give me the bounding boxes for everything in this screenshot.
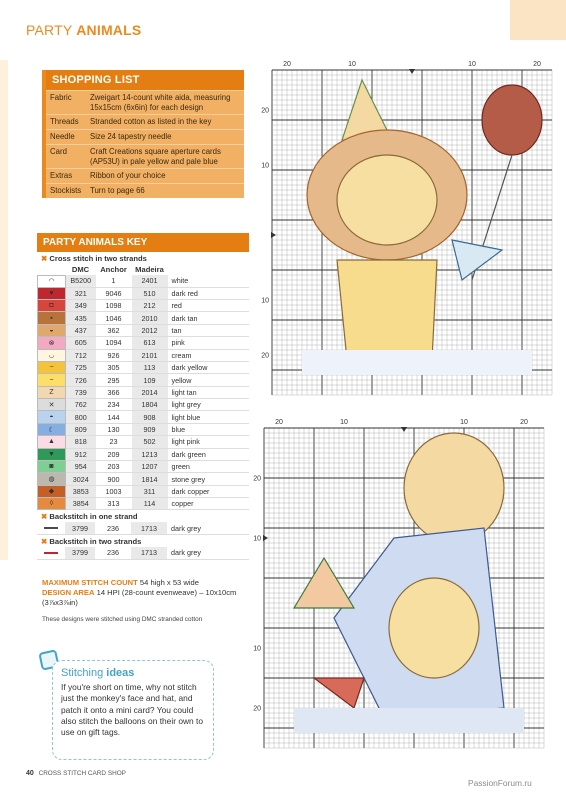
shopping-label: Threads: [46, 115, 86, 130]
key-name: dark tan: [168, 312, 250, 324]
shopping-label: Stockists: [46, 184, 86, 198]
key-row: [38, 337, 250, 349]
col-anchor: Anchor: [100, 265, 127, 274]
key-row: [38, 485, 250, 497]
key-row: [38, 361, 250, 373]
key-anchor: 366: [96, 386, 132, 398]
shopping-list-title: SHOPPING LIST: [46, 70, 244, 90]
key-section-back1: ✖ Backstitch in one strand: [41, 512, 138, 522]
stitch-stats: [42, 578, 252, 624]
header-prefix: PARTY: [26, 22, 73, 38]
key-dmc: 349: [66, 300, 96, 312]
shopping-list-table: [46, 90, 244, 198]
chart-axis-label: 10: [460, 419, 468, 426]
key-backstitch-row: [37, 522, 249, 534]
balloon: [482, 85, 542, 155]
shopping-list: [42, 70, 244, 198]
key-table: [37, 264, 249, 510]
key-section-back2: ✖ Backstitch in two strands: [41, 537, 142, 547]
chart-axis-label: 20: [253, 475, 261, 483]
shopping-value: Craft Creations square aperture cards (AP53U) in pale yellow and pale blue: [86, 144, 244, 168]
key-dmc: 762: [66, 399, 96, 411]
key-row: [38, 374, 250, 386]
key-madeira: 212: [132, 300, 168, 312]
key-dmc: 437: [66, 324, 96, 336]
shopping-label: Needle: [46, 130, 86, 145]
stats-note: These designs were stitched using DMC stranded cotton: [42, 615, 203, 623]
key-symbol: ◠: [38, 275, 66, 287]
key-dmc: 712: [66, 349, 96, 361]
key-name: yellow: [168, 374, 250, 386]
shopping-value: Stranded cotton as listed in the key: [86, 115, 244, 130]
key-madeira: 2010: [132, 312, 168, 324]
key-anchor: 236: [95, 522, 131, 534]
key-row: [38, 448, 250, 460]
key-name: white: [168, 275, 250, 287]
key-dmc: 800: [66, 411, 96, 423]
design-area-value: 14 HPI (28-count evenweave) – 10x10cm (3⅞x3⅞in): [42, 587, 237, 607]
key-anchor: 23: [96, 436, 132, 448]
col-dmc: DMC: [71, 265, 90, 274]
key-dmc: B5200: [66, 275, 96, 287]
key-symbol: −: [38, 374, 66, 386]
key-anchor: 203: [96, 460, 132, 472]
key-madeira: 1213: [132, 448, 168, 460]
shopping-list-row: [46, 184, 244, 198]
elephant-head: [389, 578, 479, 678]
shopping-list-row: [46, 115, 244, 130]
key-anchor: 1098: [96, 300, 132, 312]
key-name: light blue: [168, 411, 250, 423]
key-backstitch-row: [37, 547, 249, 559]
backstitch-line-icon: [37, 547, 65, 559]
chart-axis-label: 20: [253, 705, 261, 713]
chart-axis-label: 20: [533, 61, 541, 68]
shopping-label: Extras: [46, 169, 86, 184]
key-madeira: 1713: [131, 547, 167, 559]
lion-face: [337, 155, 437, 245]
key-symbol: ◍: [38, 473, 66, 485]
key-title: PARTY ANIMALS KEY: [37, 233, 249, 252]
side-strip: [0, 60, 8, 560]
shopping-value: Turn to page 66: [86, 184, 244, 198]
page-header: [26, 22, 141, 38]
key-name: dark yellow: [168, 361, 250, 373]
key-madeira: 2101: [132, 349, 168, 361]
key-anchor: 9046: [96, 287, 132, 299]
key-dmc: 435: [66, 312, 96, 324]
key-madeira: 1713: [131, 522, 167, 534]
key-symbol: ▲: [38, 436, 66, 448]
key-name: tan: [168, 324, 250, 336]
shopping-list-row: [46, 169, 244, 184]
header-title: ANIMALS: [76, 22, 142, 38]
key-anchor: 1094: [96, 337, 132, 349]
col-madeira: Madeira: [135, 265, 164, 274]
page-footer: [26, 770, 126, 777]
key-row: [38, 498, 250, 510]
key-anchor: 1046: [96, 312, 132, 324]
key-row: [38, 423, 250, 435]
key-name: dark green: [168, 448, 250, 460]
key-symbol: ◒: [38, 324, 66, 336]
key-anchor: 130: [96, 423, 132, 435]
key-row: [38, 473, 250, 485]
key-madeira: 311: [132, 485, 168, 497]
shopping-list-row: [46, 91, 244, 115]
max-stitch-value: 54 high x 53 wide: [139, 578, 199, 587]
key-symbol: ◙: [38, 460, 66, 472]
key-madeira: 1814: [132, 473, 168, 485]
key-name: dark red: [168, 287, 250, 299]
chart-lion: [262, 58, 552, 398]
elephant-ear: [404, 433, 504, 543]
key-row: [38, 275, 250, 287]
key-name: dark grey: [167, 522, 249, 534]
footer-text: CROSS STITCH CARD SHOP: [38, 770, 126, 777]
key-row: [38, 324, 250, 336]
key-symbol: ☾: [38, 423, 66, 435]
max-stitch-label: MAXIMUM STITCH COUNT: [42, 578, 138, 587]
design-area-label: DESIGN AREA: [42, 587, 95, 597]
shopping-value: Ribbon of your choice: [86, 169, 244, 184]
key-row: [38, 436, 250, 448]
key-symbol: ✕: [38, 399, 66, 411]
key-symbol: ◡: [38, 349, 66, 361]
corner-tab: [510, 0, 566, 40]
key-anchor: 295: [96, 374, 132, 386]
key-anchor: 900: [96, 473, 132, 485]
key-anchor: 236: [95, 547, 131, 559]
centre-arrow-icon: [401, 427, 407, 432]
key-madeira: 113: [132, 361, 168, 373]
key-dmc: 3024: [66, 473, 96, 485]
key-name: dark grey: [167, 547, 249, 559]
chart-elephant: [246, 416, 556, 760]
key-name: pink: [168, 337, 250, 349]
key-row: [38, 287, 250, 299]
key-name: copper: [168, 498, 250, 510]
key-dmc: 321: [66, 287, 96, 299]
page-number: 40: [26, 770, 34, 777]
watermark: PassionForum.ru: [468, 778, 532, 788]
key-row: [38, 460, 250, 472]
shopping-label: Fabric: [46, 91, 86, 115]
key-name: green: [168, 460, 250, 472]
centre-arrow-icon: [263, 535, 268, 541]
key-section-cross: ✖ Cross stitch in two strands: [41, 254, 147, 263]
key-name: light tan: [168, 386, 250, 398]
key-anchor: 362: [96, 324, 132, 336]
key-madeira: 909: [132, 423, 168, 435]
centre-arrow-icon: [271, 232, 276, 238]
key-symbol: ◆: [38, 485, 66, 497]
shopping-list-row: [46, 144, 244, 168]
key-madeira: 908: [132, 411, 168, 423]
key-name: cream: [168, 349, 250, 361]
key-madeira: 114: [132, 498, 168, 510]
key-anchor: 234: [96, 399, 132, 411]
chart-axis-label: 20: [283, 61, 291, 68]
stitching-ideas-box: [52, 660, 214, 760]
ideas-body: If you're short on time, why not stitch just the monkey's face and hat, and patch it onto a mini card? You could also stitch the balloons on their own to use on gift tags.: [61, 682, 203, 738]
key-anchor: 926: [96, 349, 132, 361]
key-symbol: ◓: [38, 411, 66, 423]
key-row: [38, 411, 250, 423]
key-name: blue: [168, 423, 250, 435]
key-madeira: 1804: [132, 399, 168, 411]
chart-axis-label: 10: [261, 297, 269, 305]
shopping-list-row: [46, 130, 244, 145]
key-name: red: [168, 300, 250, 312]
key-anchor: 1003: [96, 485, 132, 497]
key-symbol: ♥: [38, 287, 66, 299]
key-row: [38, 399, 250, 411]
key-dmc: 739: [66, 386, 96, 398]
centre-arrow-icon: [409, 69, 415, 74]
ideas-title: Stitching ideas: [61, 667, 135, 679]
key-anchor: 144: [96, 411, 132, 423]
key-madeira: 2012: [132, 324, 168, 336]
shopping-label: Card: [46, 144, 86, 168]
key-dmc: 726: [66, 374, 96, 386]
chart-axis-label: 10: [340, 419, 348, 426]
chart-axis-label: 10: [253, 645, 261, 653]
key-back2-table: [37, 547, 249, 560]
shopping-value: Zweigart 14-count white aida, measuring 15x15cm (6x6in) for each design: [86, 91, 244, 115]
key-name: light grey: [168, 399, 250, 411]
lion-body: [337, 260, 437, 360]
thread-key: [37, 233, 249, 560]
chart-axis-label: 10: [261, 162, 269, 170]
key-row: [38, 312, 250, 324]
key-symbol: ◘: [38, 300, 66, 312]
key-back1-table: [37, 522, 249, 535]
key-row: [38, 386, 250, 398]
chart-axis-label: 20: [275, 419, 283, 426]
ground-stitches: [302, 350, 532, 375]
key-anchor: 313: [96, 498, 132, 510]
key-dmc: 818: [66, 436, 96, 448]
key-madeira: 2014: [132, 386, 168, 398]
chart-axis-label: 10: [348, 61, 356, 68]
key-madeira: 502: [132, 436, 168, 448]
key-dmc: 3853: [66, 485, 96, 497]
key-row: [38, 300, 250, 312]
chart-axis-label: 20: [261, 107, 269, 115]
key-dmc: 3799: [65, 547, 95, 559]
chart-axis-label: 20: [261, 352, 269, 360]
ground-stitches: [294, 708, 524, 733]
key-symbol: ▼: [38, 448, 66, 460]
key-madeira: 613: [132, 337, 168, 349]
key-name: stone grey: [168, 473, 250, 485]
chart-axis-label: 10: [253, 535, 261, 543]
key-row: [38, 349, 250, 361]
backstitch-line-icon: [37, 522, 65, 534]
key-dmc: 954: [66, 460, 96, 472]
key-dmc: 725: [66, 361, 96, 373]
key-dmc: 3799: [65, 522, 95, 534]
key-name: dark copper: [168, 485, 250, 497]
key-madeira: 2401: [132, 275, 168, 287]
key-anchor: 1: [96, 275, 132, 287]
key-dmc: 912: [66, 448, 96, 460]
key-madeira: 510: [132, 287, 168, 299]
key-name: light pink: [168, 436, 250, 448]
key-symbol: ▪: [38, 312, 66, 324]
key-anchor: 209: [96, 448, 132, 460]
chart-axis-label: 10: [468, 61, 476, 68]
key-dmc: 809: [66, 423, 96, 435]
key-dmc: 3854: [66, 498, 96, 510]
key-symbol: ⊗: [38, 337, 66, 349]
key-symbol: Z: [38, 386, 66, 398]
key-madeira: 1207: [132, 460, 168, 472]
key-symbol: ◊: [38, 498, 66, 510]
shopping-value: Size 24 tapestry needle: [86, 130, 244, 145]
key-madeira: 109: [132, 374, 168, 386]
key-dmc: 605: [66, 337, 96, 349]
key-anchor: 305: [96, 361, 132, 373]
chart-axis-label: 20: [520, 419, 528, 426]
key-symbol: −: [38, 361, 66, 373]
